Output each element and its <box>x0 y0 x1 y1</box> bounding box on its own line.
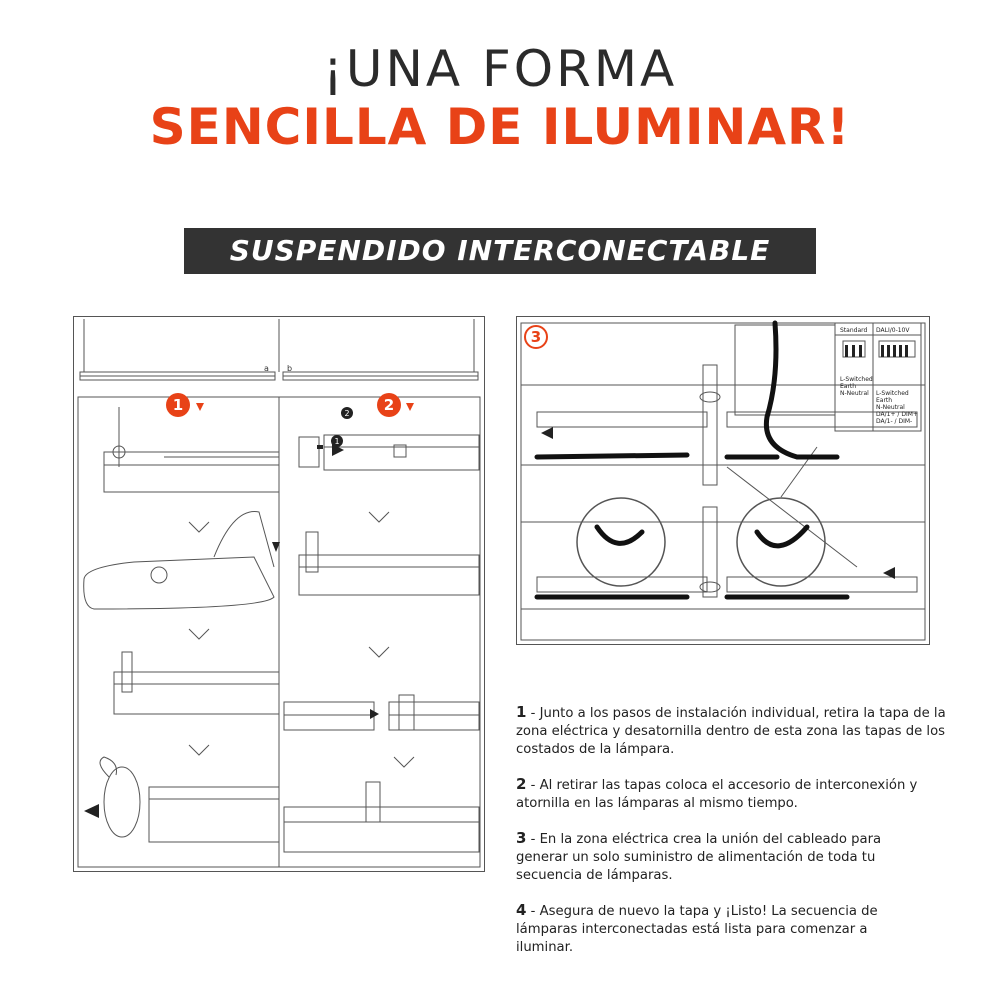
spec-col1-legend-1: L-Switched <box>840 376 873 383</box>
instruction-step-4 <box>516 901 956 957</box>
instruction-number: 2 <box>516 775 527 793</box>
title-line1: ¡UNA FORMA <box>322 40 678 98</box>
installation-diagram-left <box>73 316 485 872</box>
callout-number-1: 1 <box>334 437 340 446</box>
spec-col2-legend-2: Earth <box>876 397 893 404</box>
section-banner <box>184 228 816 274</box>
banner-label: SUSPENDIDO INTERCONECTABLE <box>229 234 771 267</box>
down-arrow-icon <box>196 403 204 411</box>
top-label-b: b <box>287 364 293 373</box>
callout-number-2: 2 <box>344 409 350 418</box>
step-badge-1: 1 <box>166 393 190 417</box>
instruction-step-2 <box>516 775 956 813</box>
down-arrow-icon <box>406 403 414 411</box>
step-badge-2: 2 <box>377 393 401 417</box>
instruction-text: - En la zona eléctrica crea la unión del cableado para generar un solo suministro de alimentación de toda tu secuencia de lámparas. <box>516 832 882 883</box>
left-diagram-drawing <box>74 317 484 871</box>
spec-col2-legend-3: N-Neutral <box>876 404 905 411</box>
instruction-text: - Junto a los pasos de instalación individual, retira la tapa de la zona eléctrica y desatornilla dentro de esta zona las tapas de los costados de la lámpara. <box>516 706 946 757</box>
step-badge-3: 3 <box>524 325 548 349</box>
instruction-number: 4 <box>516 901 527 919</box>
instruction-step-3 <box>516 829 956 885</box>
title-line2: SENCILLA DE ILUMINAR! <box>149 98 851 156</box>
spec-col1-legend-2: Earth <box>840 383 857 390</box>
wiring-diagram-right <box>516 316 930 645</box>
instruction-number: 1 <box>516 703 527 721</box>
instruction-number: 3 <box>516 829 527 847</box>
spec-col2-legend-5: DA/1- / DIM- <box>876 418 913 425</box>
spec-col1-legend-3: N-Neutral <box>840 390 869 397</box>
top-label-a: a <box>264 364 269 373</box>
instruction-text: - Al retirar las tapas coloca el accesorio de interconexión y atornilla en las lámparas al mismo tiempo. <box>516 778 918 811</box>
spec-col2-legend-1: L-Switched <box>876 390 909 397</box>
spec-col2-header: DALI/0-10V <box>876 327 910 334</box>
spec-col1-header: Standard <box>840 327 868 334</box>
instruction-step-1 <box>516 703 956 759</box>
instruction-list <box>516 703 956 973</box>
instruction-text: - Asegura de nuevo la tapa y ¡Listo! La secuencia de lámparas interconectadas está lista para comenzar a iluminar. <box>516 904 878 955</box>
spec-col2-legend-4: DA/1+ / DIM+ <box>876 411 918 418</box>
right-diagram-drawing <box>517 317 929 644</box>
